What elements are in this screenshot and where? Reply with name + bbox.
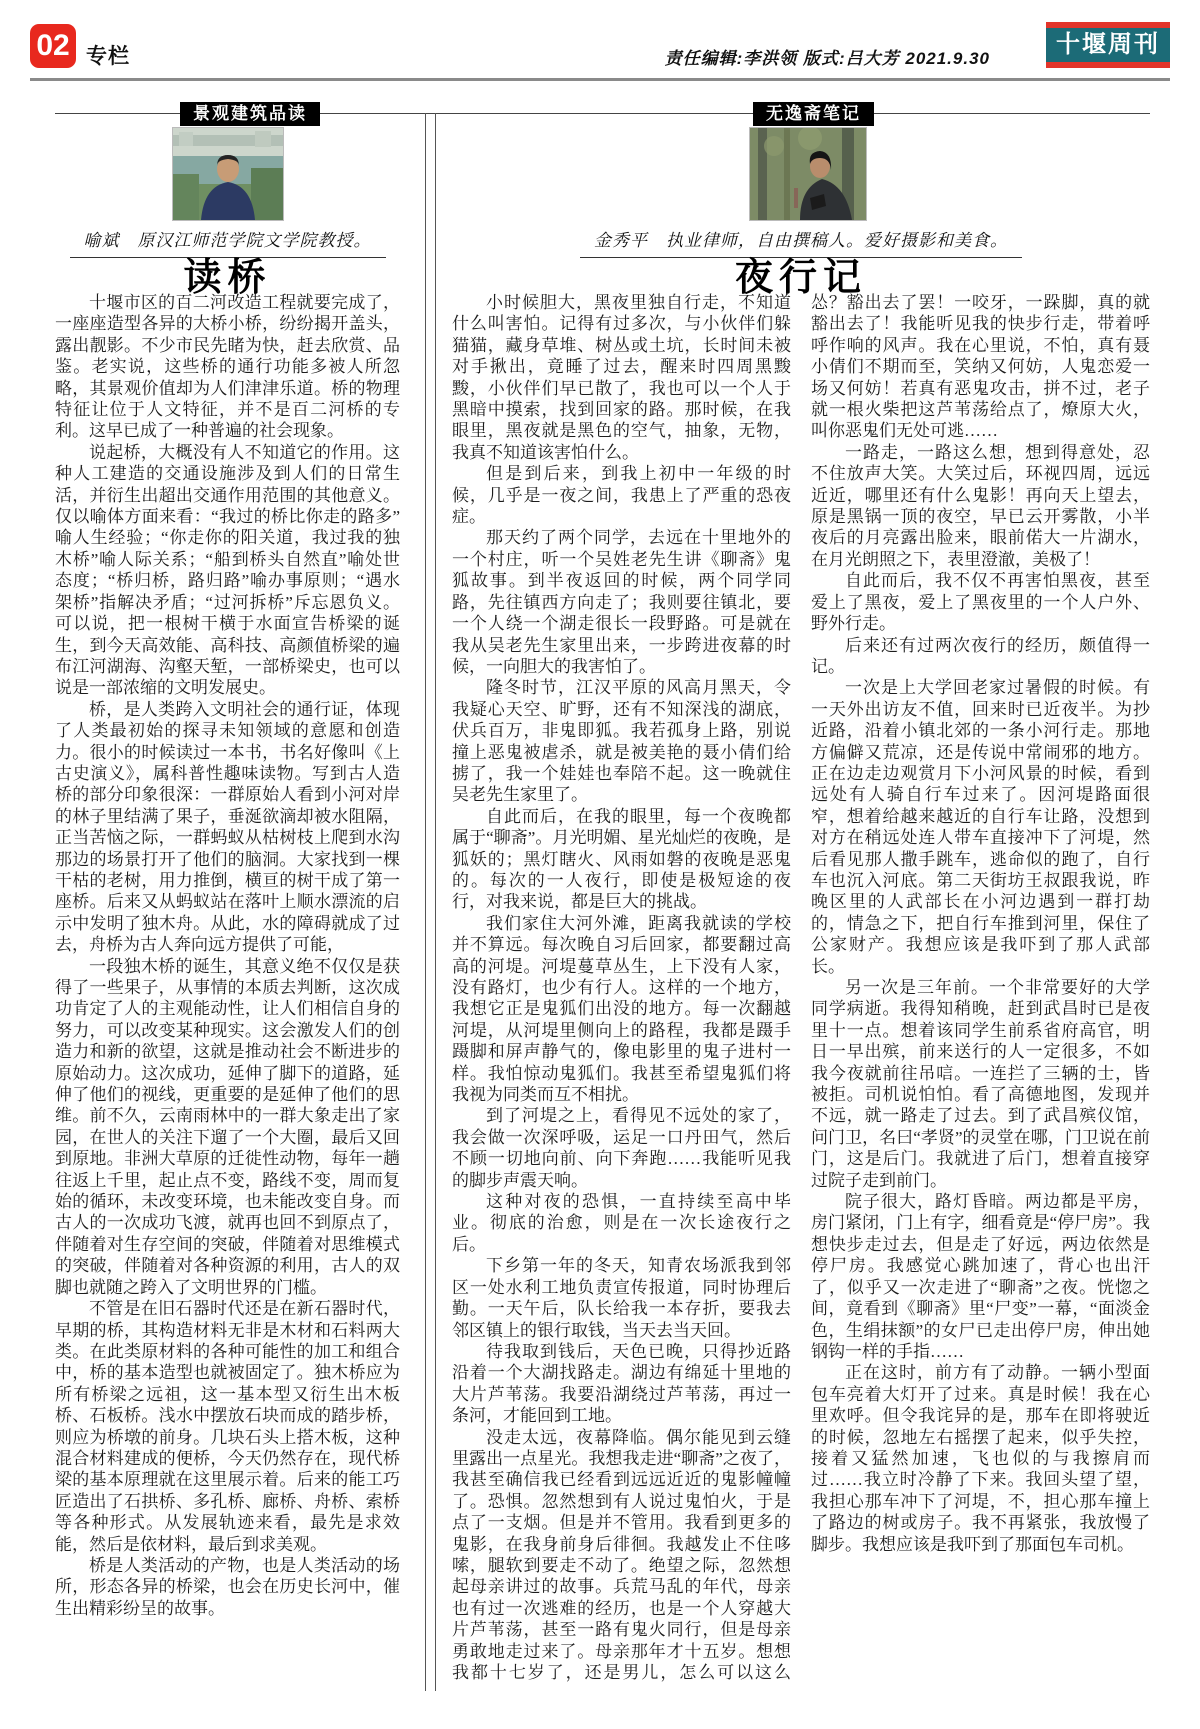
paragraph: 到了河堤之上，看得见不远处的家了，我会做一次深呼吸，运足一口丹田气，然后不顾一切地向前、向下奔跑……我能听见我的脚步声震天响。	[452, 1106, 791, 1190]
paragraph: 一段独木桥的诞生，其意义绝不仅仅是获得了一些果子，从事情的本质去判断，这次成功肯定了人的主观能动性，让人们相信自身的努力，可以改变某种现实。这会激发人们的创造力和新的欲望，这就是推动社会不断进步的原始动力。这次成功，延伸了脚下的道路，延伸了他们的视线，更重要的是延伸了他们的思维。前不久，云南雨林中的一群大象走出了家园，在世人的关注下遛了一个大圈，最后又回到原地。非洲大草原的迁徙性动物，每年一趟往返上千里，起止点不变，路线不变，周而复始的循环，未改变环境，也未能改变自身。而古人的一次成功飞渡，就再也回不到原点了，伴随着对生存空间的突破，伴随着对思维模式的突破，伴随着对各种资源的利用，古人的双脚也就随之跨入了文明世界的门槛。	[55, 956, 400, 1297]
paragraph: 隆冬时节，江汉平原的风高月黑天，令我疑心天空、旷野，还有不知深浅的湖底，伏兵百万，非鬼即狐。我若孤身上路，别说撞上恶鬼被虐杀，就是被美艳的聂小倩们给掳了，我一个娃娃也奉陪不起。这一晚就住吴老先生家里了。	[452, 678, 791, 805]
paragraph: 说起桥，大概没有人不知道它的作用。这种人工建造的交通设施涉及到人们的日常生活，并衍生出超出交通作用范围的其他意义。仅以喻体方面来看：“我过的桥比你走的路多”喻人生经验；“你走你的阳关道，我过我的独木桥”喻人际关系；“船到桥头自然直”喻处世态度；“桥归桥，路归路”喻办事原则；“遇水架桥”指解决矛盾；“过河拆桥”斥忘恩负义。可以说，把一根树干横于水面宣告桥梁的诞生，到今天高效能、高科技、高颜值桥梁的遍布江河湖海、沟壑天堑，一部桥梁史，也可以说是一部浓缩的文明发展史。	[55, 442, 400, 698]
article-body-left	[55, 292, 400, 1684]
paragraph: 这种对夜的恐惧，一直持续至高中毕业。彻底的治愈，则是在一次长途夜行之后。	[452, 1192, 791, 1254]
paragraph: 那天约了两个同学，去远在十里地外的一个村庄，听一个吴姓老先生讲《聊斋》鬼狐故事。到半夜返回的时候，两个同学同路，先往镇西方向走了；我则要往镇北，要一个人绕一个湖走很长一段野路。可是就在我从吴老先生家里出来，一步跨进夜幕的时候，一向胆大的我害怕了。	[452, 528, 791, 676]
header-rule	[30, 78, 1170, 81]
paragraph: 后来还有过两次夜行的经历，颇值得一记。	[811, 635, 1150, 676]
page-header	[30, 22, 1170, 74]
paragraph: 小时候胆大，黑夜里独自行走，不知道什么叫害怕。记得有过多次，与小伙伴们躲猫猫，藏身草堆、树丛或土坑，长时间未被对手揪出，竟睡了过去，醒来时四周黑黢黢，小伙伴们早已散了，我也可以一个人于黑暗中摸索，找到回家的路。那时候，在我眼里，黑夜就是黑色的空气，抽象，无物，我真不知道该害怕什么。	[452, 293, 791, 462]
author-byline-right-text: 金秀平 执业律师，自由撰稿人。爱好摄影和美食。	[580, 226, 1022, 258]
article-title-left: 读桥	[183, 257, 272, 299]
article-tag-right: 无逸斋笔记	[753, 102, 874, 126]
author-photo-right	[749, 127, 867, 221]
paragraph: 院子很大，路灯昏暗。两边都是平房，房门紧闭，门上有字，细看竟是“停尸房”。我想快步走过去，但是走了好远，两边依然是停尸房。我感觉心跳加速了，背心也出汗了，似乎又一次走进了“聊斋”之夜。恍惚之间，竟看到《聊斋》里“尸变”一幕，“面淡金色，生绢抹额”的女尸已走出停尸房，伸出她钢钩一样的手指……	[811, 1192, 1150, 1361]
paragraph: 桥，是人类跨入文明社会的通行证，体现了人类最初始的探寻未知领域的意愿和创造力。很小的时候读过一本书，书名好像叫《上古史演义》，属科普性趣味读物。写到古人造桥的部分印象很深：一群原始人看到小河对岸的林子里结满了果子，垂涎欲滴却被水阻隔，正当苦恼之际，一群蚂蚁从枯树枝上爬到水沟那边的场景打开了他们的脑洞。大家找到一棵干枯的老树，用力推倒，横亘的树干成了第一座桥。后来又从蚂蚁站在落叶上顺水漂流的启示中发明了独木舟。从此，水的障碍就成了过去，舟桥为古人奔向远方提供了可能，	[55, 699, 400, 955]
article-tag-left: 景观建筑品读	[180, 102, 320, 126]
masthead: 十堰周刊	[1046, 22, 1170, 68]
paragraph: 一次是上大学回老家过暑假的时候。有一天外出访友不值，回来时已近夜半。为抄近路，沿着小镇北郊的一条小河行走。那地方偏僻又荒凉，还是传说中常闹邪的地方。正在边走边观赏月下小河风景的时候，看到远处有人骑自行车过来了。因河堤路面很窄，想着给越来越近的自行车让路，没想到对方在稍远处连人带车直接冲下了河堤，然后看见那人撒手跳车，逃命似的跑了，自行车也沉入河底。第二天街坊王叔跟我说，昨晚区里的人武部长在小河边遇到一群打劫的，情急之下，把自行车推到河里，保住了公家财产。我想应该是我吓到了那人武部长。	[811, 678, 1150, 976]
article-body-right	[452, 292, 1150, 1684]
paragraph: 待我取到钱后，天色已晚，只得抄近路沿着一个大湖找路走。湖边有绵延十里地的大片芦苇荡。我要沿湖绕过芦苇荡，再过一条河，才能回到工地。	[452, 1341, 791, 1426]
paragraph: 一路走，一路这么想，想到得意处，忍不住放声大笑。大笑过后，环视四周，远远近近，哪里还有什么鬼影！再向天上望去，原是黑锅一顶的夜空，早已云开雾散，小半夜后的月亮露出脸来，眼前偌大一片湖水，在月光朗照之下，表里澄澈，美极了！	[811, 442, 1150, 569]
paragraph: 自此而后，我不仅不再害怕黑夜，甚至爱上了黑夜，爱上了黑夜里的一个人户外、野外行走。	[811, 571, 1150, 634]
paragraph: 自此而后，在我的眼里，每一个夜晚都属于“聊斋”。月光明媚、星光灿烂的夜晚，是狐妖的；黑灯瞎火、风雨如磐的夜晚是恶鬼的。每次的一人夜行，即使是极短途的夜行，对我来说，都是巨大的挑战。	[452, 806, 791, 912]
paragraph: 我们家住大河外滩，距离我就读的学校并不算远。每次晚自习后回家，都要翻过高高的河堤。河堤蔓草丛生，上下没有人家，没有路灯，也少有行人。这样的一个地方，我想它正是鬼狐们出没的地方。每一次翻越河堤，从河堤里侧向上的路程，我都是蹑手蹑脚和屏声静气的，像电影里的鬼子进村一样。我怕惊动鬼狐们。我甚至希望鬼狐们将我视为同类而互不相扰。	[452, 913, 791, 1105]
section-label: 专栏	[86, 45, 130, 68]
column-divider	[425, 113, 436, 1691]
author-byline-left-text: 喻斌 原汉江师范学院文学院教授。	[70, 226, 386, 258]
editor-line: 责任编辑:李洪领 版式:吕大芳 2021.9.30	[664, 49, 990, 68]
paragraph: 十堰市区的百二河改造工程就要完成了，一座座造型各异的大桥小桥，纷纷揭开盖头，露出靓影。不少市民先睹为快，赶去欣赏、品鉴。老实说，这些桥的通行功能多被人所忽略，其景观价值却为人们津津乐道。桥的物理特征让位于人文特征，并不是百二河桥的专利。这早已成了一种普遍的社会现象。	[55, 293, 400, 441]
paragraph: 下乡第一年的冬天，知青农场派我到邻区一处水利工地负责宣传报道，同时协理后勤。一天午后，队长给我一本存折，要我去邻区镇上的银行取钱，当天去当天回。	[452, 1256, 791, 1340]
paragraph: 桥是人类活动的产物，也是人类活动的场所，形态各异的桥梁，也会在历史长河中，催生出精彩纷呈的故事。	[55, 1555, 400, 1618]
author-photo-left	[172, 127, 284, 221]
forest-portrait-illustration	[750, 128, 866, 220]
page-number-badge: 02	[30, 24, 76, 68]
paragraph: 另一次是三年前。一个非常要好的大学同学病逝。我得知稍晚，赶到武昌时已是夜里十一点。想着该同学生前系省府高官，明日一早出殡，前来送行的人一定很多，不如我今夜就前往吊唁。一连拦了三辆的士，皆被拒。司机说怕怕。看了高德地图，发现并不远，就一路走了过去。到了武昌殡仪馆，问门卫，名曰“孝贤”的灵堂在哪，门卫说在前门，这是后门。我就进了后门，想着直接穿过院子走到前门。	[811, 978, 1150, 1190]
paragraph: 正在这时，前方有了动静。一辆小型面包车亮着大灯开了过来。真是时候！我在心里欢呼。但令我诧异的是，那车在即将驶近的时候，忽地左右摇摆了起来，似乎失控，接着又猛然加速，飞也似的与我擦肩而过……我立时冷静了下来。我回头望了望，我担心那车冲下了河堤，不，担心那车撞上了路边的树或房子。我不再紧张，我放慢了脚步。我想应该是我吓到了那面包车司机。	[811, 1363, 1150, 1554]
lakeside-portrait-illustration	[173, 128, 283, 220]
paragraph: 但是到后来，到我上初中一年级的时候，几乎是一夜之间，我患上了严重的恐夜症。	[452, 464, 791, 527]
paragraph: 没走太远，夜幕降临。偶尔能见到云缝里露出一点星光。我想我走进“聊斋”之夜了，我甚至确信我已经看到远远近近的鬼影幢幢了。恐惧。忽然想到有人说过鬼怕火，于是点了一支烟。但是并不管用。我看到更多的鬼影，在我身前身后徘徊。我越发止不住哆嗦，腿软到要走不动了。绝望之际，忽然想起母亲讲过的故事。兵荒马乱的年代，母亲也有过一次逃难的经历，也是一个人穿越大片芦苇荡，甚至一路有鬼火同行，但是母亲勇敢地走过来了。母亲那年才十五岁。想想我都十七岁了，还是男儿，怎么可以这么怂？豁出去了罢！一咬牙，一跺脚，真的就豁出去了！我能听见我的快步行走，带着呼呼作响的风声。我在心里说，不怕，真有聂小倩们不期而至，笑纳又何妨，人鬼恋爱一场又何妨！若真有恶鬼攻击，拼不过，老子就一根火柴把这芦苇荡给点了，燎原大火，叫你恶鬼们无处可逃……	[452, 293, 1150, 1682]
paragraph: 不管是在旧石器时代还是在新石器时代，早期的桥，其构造材料无非是木材和石料两大类。在此类原材料的各种可能性的加工和组合中，桥的基本造型也就被固定了。独木桥应为所有桥梁之远祖，这一基本型又衍生出木板桥、石板桥。浅水中摆放石块而成的踏步桥，则应为桥墩的前身。几块石头上搭木板，这种混合材料建成的便桥，今天仍然存在，现代桥梁的基本原理就在这里展示着。后来的能工巧匠造出了石拱桥、多孔桥、廊桥、舟桥、索桥等各种形式。从发展轨迹来看，最先是求效能，然后是依材料，最后到求美观。	[55, 1299, 400, 1554]
article-title-right: 夜行记	[734, 257, 867, 299]
